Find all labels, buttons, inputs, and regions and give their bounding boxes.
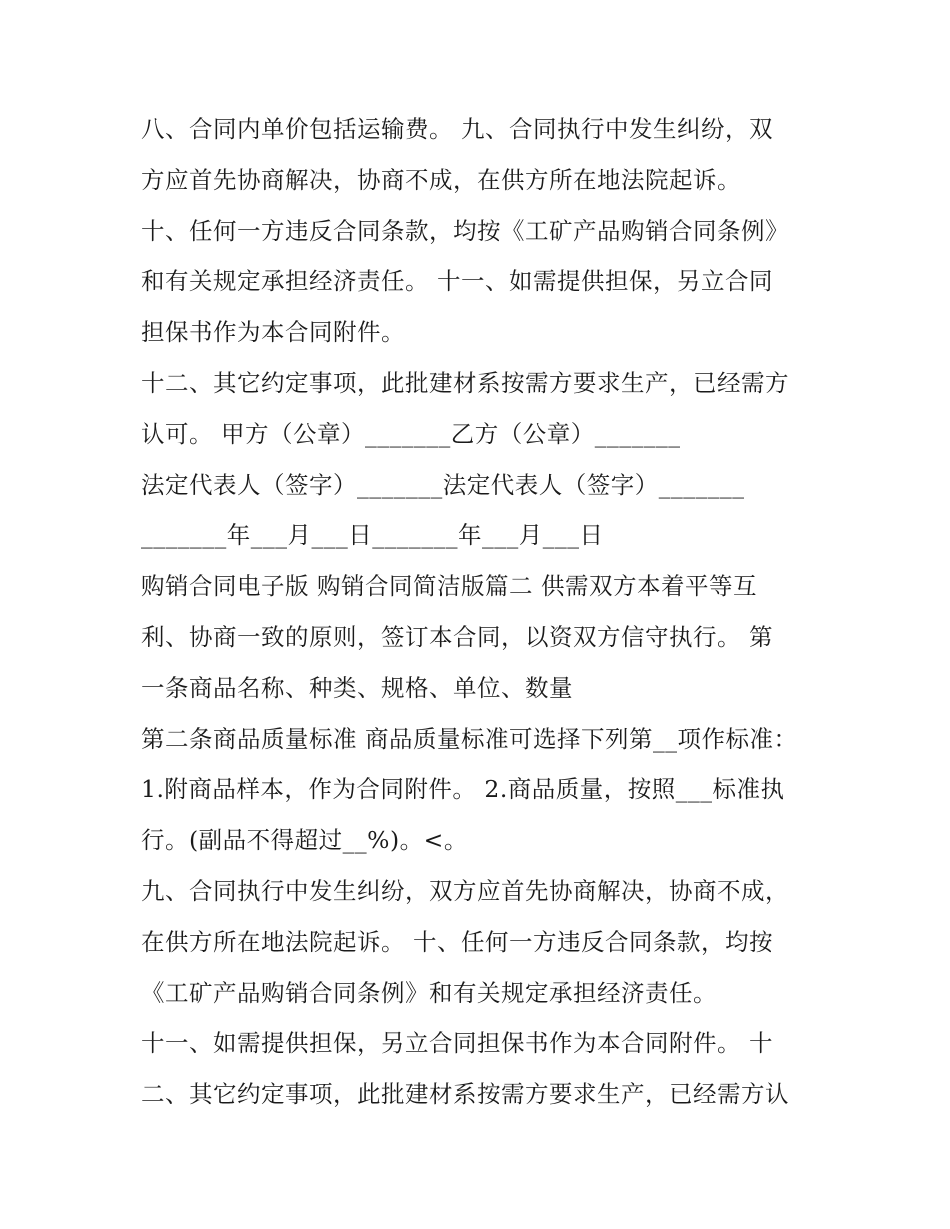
text-line: 九、合同执行中发生纠纷，双方应首先协商解决，协商不成， — [141, 876, 789, 905]
text-line: 二、其它约定事项，此批建材系按需方要求生产，已经需方认 — [141, 1080, 789, 1109]
text-line: 一条商品名称、种类、规格、单位、数量 — [141, 673, 573, 702]
signature-line: 认可。 甲方（公章）_______乙方（公章）_______ — [141, 419, 681, 448]
text-line: 方应首先协商解决，协商不成，在供方所在地法院起诉。 — [141, 165, 741, 194]
date-line: _______年___月___日_______年___月___日 — [141, 521, 604, 550]
text-line: 十二、其它约定事项，此批建材系按需方要求生产，已经需方 — [141, 368, 789, 397]
text-line: 1.附商品样本，作为合同附件。 2.商品质量，按照___标准执 — [141, 775, 785, 804]
contract-body-text — [141, 104, 841, 1120]
text-line: 《工矿产品购销合同条例》和有关规定承担经济责任。 — [141, 978, 717, 1007]
text-line: 行。(副品不得超过__%)。<。 — [141, 826, 468, 855]
text-line: 八、合同内单价包括运输费。 九、合同执行中发生纠纷，双 — [141, 115, 773, 143]
text-line: 十、任何一方违反合同条款，均按《工矿产品购销合同条例》 — [141, 216, 789, 245]
text-line: 利、协商一致的原则，签订本合同，以资双方信守执行。 第 — [141, 622, 773, 651]
text-line: 第二条商品质量标准 商品质量标准可选择下列第__项作标准： — [141, 724, 798, 753]
text-line: 购销合同电子版 购销合同简洁版篇二 供需双方本着平等互 — [141, 572, 757, 601]
signature-line: 法定代表人（签字）_______法定代表人（签字）_______ — [141, 470, 745, 499]
text-line: 在供方所在地法院起诉。 十、任何一方违反合同条款，均按 — [141, 927, 773, 956]
text-line: 十一、如需提供担保，另立合同担保书作为本合同附件。 十 — [141, 1029, 773, 1058]
text-line: 和有关规定承担经济责任。 十一、如需提供担保，另立合同 — [141, 267, 773, 296]
text-line: 担保书作为本合同附件。 — [141, 318, 405, 347]
